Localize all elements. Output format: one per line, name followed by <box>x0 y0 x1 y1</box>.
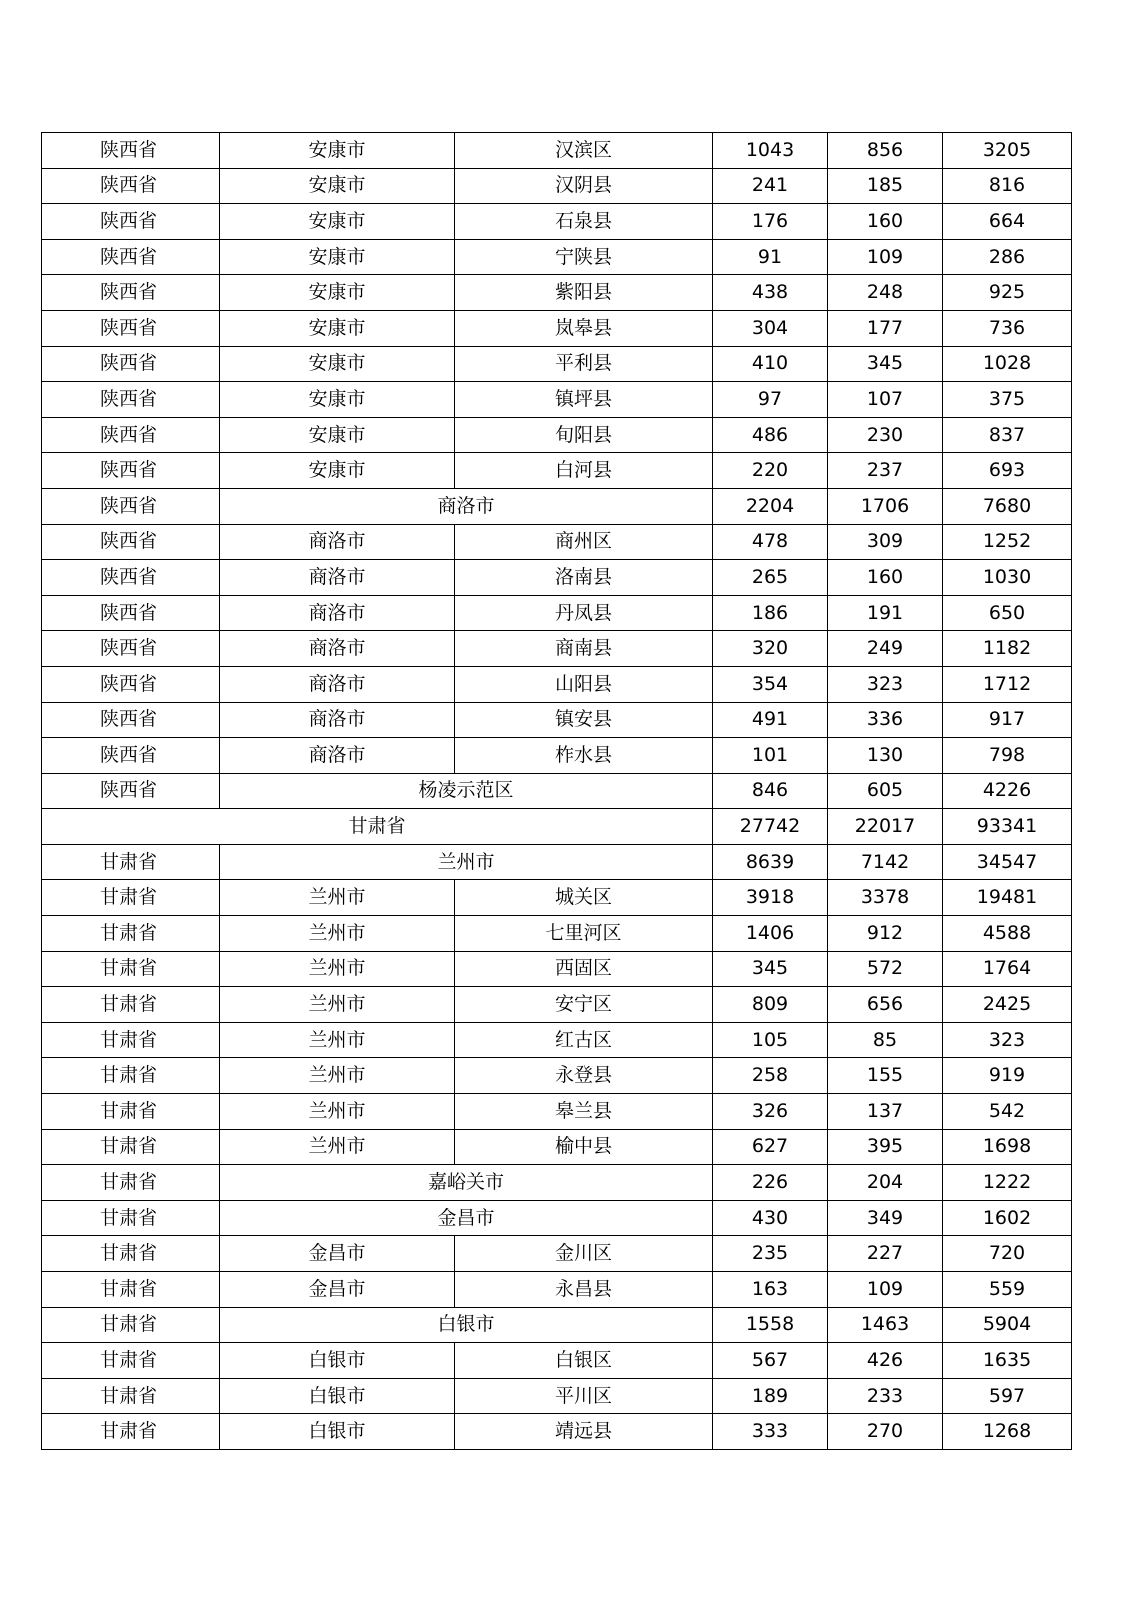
city-cell: 金昌市 <box>220 1272 455 1308</box>
value-1-cell: 345 <box>713 951 828 987</box>
city-total-row <box>42 1200 1072 1236</box>
value-2-cell: 191 <box>828 595 943 631</box>
value-3-cell: 5904 <box>943 1307 1072 1343</box>
value-2-cell: 3378 <box>828 880 943 916</box>
city-cell: 兰州市 <box>220 987 455 1023</box>
statistics-table <box>41 132 1072 1450</box>
value-3-cell: 664 <box>943 204 1072 240</box>
value-1-cell: 3918 <box>713 880 828 916</box>
value-1-cell: 486 <box>713 417 828 453</box>
county-row <box>42 916 1072 952</box>
value-3-cell: 375 <box>943 382 1072 418</box>
county-row <box>42 738 1072 774</box>
value-1-cell: 27742 <box>713 809 828 845</box>
value-1-cell: 91 <box>713 239 828 275</box>
city-total-row <box>42 844 1072 880</box>
value-3-cell: 2425 <box>943 987 1072 1023</box>
city-cell: 安康市 <box>220 275 455 311</box>
value-2-cell: 248 <box>828 275 943 311</box>
city-total-row <box>42 488 1072 524</box>
value-1-cell: 241 <box>713 168 828 204</box>
value-2-cell: 249 <box>828 631 943 667</box>
county-cell: 城关区 <box>455 880 713 916</box>
value-2-cell: 1706 <box>828 488 943 524</box>
county-cell: 镇坪县 <box>455 382 713 418</box>
value-1-cell: 1558 <box>713 1307 828 1343</box>
value-2-cell: 323 <box>828 666 943 702</box>
value-1-cell: 627 <box>713 1129 828 1165</box>
county-cell: 七里河区 <box>455 916 713 952</box>
province-cell: 甘肃省 <box>42 1058 220 1094</box>
city-cell: 兰州市 <box>220 844 713 880</box>
county-cell: 石泉县 <box>455 204 713 240</box>
province-cell: 甘肃省 <box>42 1200 220 1236</box>
value-3-cell: 1252 <box>943 524 1072 560</box>
city-cell: 兰州市 <box>220 1022 455 1058</box>
province-cell: 甘肃省 <box>42 880 220 916</box>
value-1-cell: 2204 <box>713 488 828 524</box>
value-2-cell: 309 <box>828 524 943 560</box>
value-1-cell: 101 <box>713 738 828 774</box>
value-3-cell: 816 <box>943 168 1072 204</box>
value-3-cell: 1030 <box>943 560 1072 596</box>
value-3-cell: 559 <box>943 1272 1072 1308</box>
city-cell: 商洛市 <box>220 488 713 524</box>
value-1-cell: 189 <box>713 1378 828 1414</box>
value-2-cell: 177 <box>828 310 943 346</box>
value-2-cell: 345 <box>828 346 943 382</box>
city-cell: 安康市 <box>220 239 455 275</box>
value-3-cell: 720 <box>943 1236 1072 1272</box>
province-cell: 陕西省 <box>42 133 220 169</box>
city-cell: 兰州市 <box>220 1058 455 1094</box>
value-1-cell: 176 <box>713 204 828 240</box>
value-1-cell: 235 <box>713 1236 828 1272</box>
city-cell: 商洛市 <box>220 631 455 667</box>
county-row <box>42 1129 1072 1165</box>
province-cell: 甘肃省 <box>42 951 220 987</box>
county-row <box>42 880 1072 916</box>
value-1-cell: 186 <box>713 595 828 631</box>
county-row <box>42 204 1072 240</box>
value-1-cell: 8639 <box>713 844 828 880</box>
county-cell: 洛南县 <box>455 560 713 596</box>
province-cell: 甘肃省 <box>42 1165 220 1201</box>
province-cell: 甘肃省 <box>42 1378 220 1414</box>
province-cell: 陕西省 <box>42 773 220 809</box>
value-2-cell: 7142 <box>828 844 943 880</box>
county-row <box>42 951 1072 987</box>
province-cell: 陕西省 <box>42 595 220 631</box>
value-1-cell: 220 <box>713 453 828 489</box>
city-total-row <box>42 1307 1072 1343</box>
county-cell: 宁陕县 <box>455 239 713 275</box>
province-cell: 陕西省 <box>42 204 220 240</box>
value-3-cell: 1602 <box>943 1200 1072 1236</box>
county-cell: 平利县 <box>455 346 713 382</box>
city-cell: 兰州市 <box>220 951 455 987</box>
county-cell: 紫阳县 <box>455 275 713 311</box>
county-row <box>42 310 1072 346</box>
province-cell: 陕西省 <box>42 346 220 382</box>
value-2-cell: 605 <box>828 773 943 809</box>
city-cell: 商洛市 <box>220 595 455 631</box>
value-1-cell: 410 <box>713 346 828 382</box>
value-2-cell: 137 <box>828 1094 943 1130</box>
province-cell: 陕西省 <box>42 488 220 524</box>
city-cell: 金昌市 <box>220 1236 455 1272</box>
province-cell: 陕西省 <box>42 382 220 418</box>
county-cell: 商南县 <box>455 631 713 667</box>
province-cell: 陕西省 <box>42 738 220 774</box>
city-total-row <box>42 1165 1072 1201</box>
province-total-row <box>42 809 1072 845</box>
city-cell: 杨凌示范区 <box>220 773 713 809</box>
value-1-cell: 809 <box>713 987 828 1023</box>
city-cell: 安康市 <box>220 310 455 346</box>
value-2-cell: 185 <box>828 168 943 204</box>
province-cell: 甘肃省 <box>42 1414 220 1450</box>
value-2-cell: 349 <box>828 1200 943 1236</box>
province-cell: 甘肃省 <box>42 1236 220 1272</box>
county-cell: 柞水县 <box>455 738 713 774</box>
value-3-cell: 736 <box>943 310 1072 346</box>
province-cell: 甘肃省 <box>42 987 220 1023</box>
county-cell: 榆中县 <box>455 1129 713 1165</box>
province-cell: 甘肃省 <box>42 1094 220 1130</box>
province-cell: 甘肃省 <box>42 916 220 952</box>
value-3-cell: 286 <box>943 239 1072 275</box>
province-cell: 甘肃省 <box>42 1307 220 1343</box>
value-1-cell: 354 <box>713 666 828 702</box>
province-cell: 陕西省 <box>42 560 220 596</box>
province-cell: 陕西省 <box>42 275 220 311</box>
province-cell: 陕西省 <box>42 310 220 346</box>
county-cell: 西固区 <box>455 951 713 987</box>
county-row <box>42 1378 1072 1414</box>
county-cell: 永登县 <box>455 1058 713 1094</box>
value-3-cell: 1182 <box>943 631 1072 667</box>
province-cell: 甘肃省 <box>42 844 220 880</box>
county-row <box>42 1343 1072 1379</box>
city-cell: 安康市 <box>220 168 455 204</box>
value-1-cell: 258 <box>713 1058 828 1094</box>
county-cell: 商州区 <box>455 524 713 560</box>
value-2-cell: 572 <box>828 951 943 987</box>
county-row <box>42 987 1072 1023</box>
value-2-cell: 227 <box>828 1236 943 1272</box>
county-row <box>42 524 1072 560</box>
city-cell: 商洛市 <box>220 738 455 774</box>
city-cell: 安康市 <box>220 417 455 453</box>
value-3-cell: 1764 <box>943 951 1072 987</box>
county-cell: 金川区 <box>455 1236 713 1272</box>
city-cell: 安康市 <box>220 382 455 418</box>
city-cell: 兰州市 <box>220 1129 455 1165</box>
value-2-cell: 85 <box>828 1022 943 1058</box>
county-cell: 皋兰县 <box>455 1094 713 1130</box>
value-3-cell: 4226 <box>943 773 1072 809</box>
city-cell: 安康市 <box>220 204 455 240</box>
city-cell: 商洛市 <box>220 666 455 702</box>
city-cell: 嘉峪关市 <box>220 1165 713 1201</box>
county-cell: 安宁区 <box>455 987 713 1023</box>
county-cell: 红古区 <box>455 1022 713 1058</box>
value-3-cell: 7680 <box>943 488 1072 524</box>
value-3-cell: 93341 <box>943 809 1072 845</box>
value-3-cell: 3205 <box>943 133 1072 169</box>
value-1-cell: 438 <box>713 275 828 311</box>
county-cell: 白银区 <box>455 1343 713 1379</box>
city-cell: 商洛市 <box>220 560 455 596</box>
city-cell: 兰州市 <box>220 880 455 916</box>
value-2-cell: 270 <box>828 1414 943 1450</box>
province-cell: 陕西省 <box>42 453 220 489</box>
county-cell: 汉滨区 <box>455 133 713 169</box>
value-1-cell: 105 <box>713 1022 828 1058</box>
value-2-cell: 109 <box>828 1272 943 1308</box>
county-row <box>42 1058 1072 1094</box>
city-cell: 安康市 <box>220 133 455 169</box>
value-3-cell: 925 <box>943 275 1072 311</box>
value-1-cell: 567 <box>713 1343 828 1379</box>
value-2-cell: 856 <box>828 133 943 169</box>
value-3-cell: 919 <box>943 1058 1072 1094</box>
value-2-cell: 233 <box>828 1378 943 1414</box>
city-cell: 兰州市 <box>220 1094 455 1130</box>
county-row <box>42 1414 1072 1450</box>
county-row <box>42 275 1072 311</box>
county-cell: 旬阳县 <box>455 417 713 453</box>
value-3-cell: 1268 <box>943 1414 1072 1450</box>
province-cell: 甘肃省 <box>42 1343 220 1379</box>
county-row <box>42 168 1072 204</box>
county-row <box>42 702 1072 738</box>
county-cell: 镇安县 <box>455 702 713 738</box>
value-1-cell: 226 <box>713 1165 828 1201</box>
value-1-cell: 304 <box>713 310 828 346</box>
value-2-cell: 109 <box>828 239 943 275</box>
county-row <box>42 666 1072 702</box>
county-cell: 平川区 <box>455 1378 713 1414</box>
county-cell: 岚皋县 <box>455 310 713 346</box>
province-cell: 陕西省 <box>42 631 220 667</box>
value-3-cell: 597 <box>943 1378 1072 1414</box>
value-2-cell: 912 <box>828 916 943 952</box>
county-cell: 靖远县 <box>455 1414 713 1450</box>
value-2-cell: 130 <box>828 738 943 774</box>
city-cell: 安康市 <box>220 453 455 489</box>
county-cell: 山阳县 <box>455 666 713 702</box>
value-1-cell: 430 <box>713 1200 828 1236</box>
county-row <box>42 595 1072 631</box>
county-row <box>42 346 1072 382</box>
value-3-cell: 1222 <box>943 1165 1072 1201</box>
province-cell: 甘肃省 <box>42 1022 220 1058</box>
value-3-cell: 1698 <box>943 1129 1072 1165</box>
value-1-cell: 333 <box>713 1414 828 1450</box>
value-3-cell: 34547 <box>943 844 1072 880</box>
value-2-cell: 22017 <box>828 809 943 845</box>
value-1-cell: 1406 <box>713 916 828 952</box>
province-cell: 陕西省 <box>42 417 220 453</box>
county-row <box>42 417 1072 453</box>
city-cell: 金昌市 <box>220 1200 713 1236</box>
value-2-cell: 160 <box>828 560 943 596</box>
value-1-cell: 1043 <box>713 133 828 169</box>
city-cell: 商洛市 <box>220 524 455 560</box>
value-2-cell: 237 <box>828 453 943 489</box>
value-3-cell: 798 <box>943 738 1072 774</box>
province-cell: 陕西省 <box>42 524 220 560</box>
value-3-cell: 542 <box>943 1094 1072 1130</box>
value-1-cell: 265 <box>713 560 828 596</box>
value-1-cell: 97 <box>713 382 828 418</box>
value-3-cell: 19481 <box>943 880 1072 916</box>
value-3-cell: 917 <box>943 702 1072 738</box>
value-1-cell: 478 <box>713 524 828 560</box>
value-1-cell: 846 <box>713 773 828 809</box>
value-3-cell: 4588 <box>943 916 1072 952</box>
value-3-cell: 1028 <box>943 346 1072 382</box>
county-row <box>42 1094 1072 1130</box>
city-cell: 白银市 <box>220 1414 455 1450</box>
county-row <box>42 560 1072 596</box>
city-cell: 商洛市 <box>220 702 455 738</box>
value-3-cell: 837 <box>943 417 1072 453</box>
value-1-cell: 326 <box>713 1094 828 1130</box>
value-2-cell: 395 <box>828 1129 943 1165</box>
value-1-cell: 320 <box>713 631 828 667</box>
city-cell: 白银市 <box>220 1378 455 1414</box>
value-1-cell: 491 <box>713 702 828 738</box>
county-row <box>42 1022 1072 1058</box>
value-2-cell: 155 <box>828 1058 943 1094</box>
city-total-row <box>42 773 1072 809</box>
province-cell: 陕西省 <box>42 168 220 204</box>
province-cell: 甘肃省 <box>42 809 713 845</box>
value-2-cell: 160 <box>828 204 943 240</box>
county-cell: 汉阴县 <box>455 168 713 204</box>
value-3-cell: 650 <box>943 595 1072 631</box>
county-row <box>42 133 1072 169</box>
value-2-cell: 204 <box>828 1165 943 1201</box>
county-row <box>42 631 1072 667</box>
value-3-cell: 323 <box>943 1022 1072 1058</box>
value-3-cell: 1635 <box>943 1343 1072 1379</box>
value-2-cell: 1463 <box>828 1307 943 1343</box>
county-row <box>42 239 1072 275</box>
city-cell: 安康市 <box>220 346 455 382</box>
county-cell: 永昌县 <box>455 1272 713 1308</box>
province-cell: 甘肃省 <box>42 1272 220 1308</box>
value-1-cell: 163 <box>713 1272 828 1308</box>
province-cell: 陕西省 <box>42 239 220 275</box>
county-row <box>42 1272 1072 1308</box>
county-cell: 丹凤县 <box>455 595 713 631</box>
value-2-cell: 426 <box>828 1343 943 1379</box>
county-cell: 白河县 <box>455 453 713 489</box>
value-2-cell: 107 <box>828 382 943 418</box>
county-row <box>42 453 1072 489</box>
province-cell: 陕西省 <box>42 666 220 702</box>
value-2-cell: 656 <box>828 987 943 1023</box>
value-2-cell: 336 <box>828 702 943 738</box>
county-row <box>42 1236 1072 1272</box>
value-2-cell: 230 <box>828 417 943 453</box>
province-cell: 甘肃省 <box>42 1129 220 1165</box>
province-cell: 陕西省 <box>42 702 220 738</box>
city-cell: 兰州市 <box>220 916 455 952</box>
value-3-cell: 693 <box>943 453 1072 489</box>
value-3-cell: 1712 <box>943 666 1072 702</box>
city-cell: 白银市 <box>220 1307 713 1343</box>
county-row <box>42 382 1072 418</box>
city-cell: 白银市 <box>220 1343 455 1379</box>
